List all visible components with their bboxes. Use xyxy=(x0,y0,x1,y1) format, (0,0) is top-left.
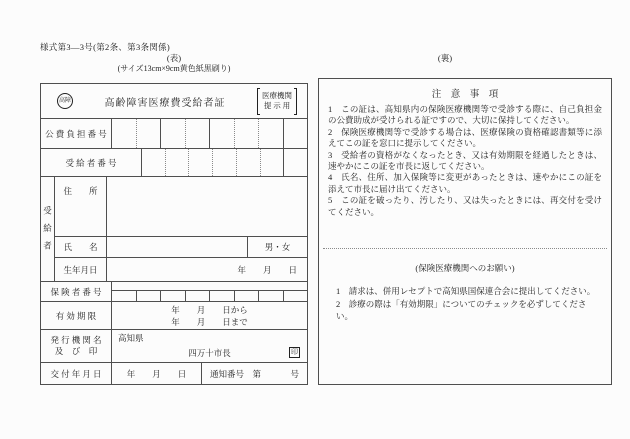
digit-cell xyxy=(160,119,185,148)
digit-cell xyxy=(212,149,236,176)
presentation-text xyxy=(262,88,292,115)
row-insurer-number xyxy=(41,282,307,302)
issuing-agency-value-cell xyxy=(112,330,307,362)
row-address xyxy=(55,177,307,237)
name-label: 氏 名 xyxy=(55,237,107,257)
digit-cell xyxy=(209,119,234,148)
row-name xyxy=(55,237,307,258)
front-side-label: (表) xyxy=(166,53,182,63)
birth-date-value-cell: 年 月 日 xyxy=(237,264,297,275)
caution-item: 2 保険医療機関等で受診する場合は、医療保険の資格確認書類等に添えてこの証を窓口に提示してください。 xyxy=(328,126,602,149)
request-item: 1 請求は、併用レセプトで高知県国保連合会に提出してください。 xyxy=(336,286,596,297)
validity-from-line: 年 月 日から xyxy=(171,304,248,315)
caution-item: 4 氏名、住所、加入保険等に変更があったときは、速やかにこの証を添えて市長に届け出てください。 xyxy=(328,172,602,194)
digit-cell xyxy=(165,149,189,176)
recipient-inner xyxy=(55,177,307,281)
row-public-expense-number xyxy=(41,119,307,149)
presentation-line1: 医療機関 xyxy=(262,91,292,100)
presentation-bracket xyxy=(257,88,297,115)
form-number-label: 様式第3—3号(第2条、第3条関係) xyxy=(40,42,171,52)
presentation-line2: 提 示 用 xyxy=(263,101,291,110)
request-item: 2 診療の際は「有効期限」についてのチェックを必ずしてください。 xyxy=(336,298,587,322)
size-note-label: (サイズ13cm×9cm黄色紙黒刷り) xyxy=(117,64,231,73)
digit-cell xyxy=(283,149,307,176)
recipient-block xyxy=(41,177,307,282)
issue-date-label: 交 付 年 月 日 xyxy=(41,363,112,384)
certificate-title: 高齢障害医療費受給者証 xyxy=(104,97,226,109)
validity-period-label: 有 効 期 限 xyxy=(41,302,112,329)
recipient-vertical-label: 受給者 xyxy=(41,177,55,281)
issuing-agency-label-line1: 発 行 機 関 名 xyxy=(50,335,102,345)
row-issuing-agency xyxy=(41,330,307,363)
digit-cell xyxy=(283,119,308,148)
recipient-number-digit-cells xyxy=(142,149,307,176)
digit-cell xyxy=(112,119,136,148)
digit-cell xyxy=(136,291,161,301)
digit-cell xyxy=(283,291,308,301)
row-issue-date xyxy=(41,363,307,384)
address-label: 住 所 xyxy=(55,177,107,236)
validity-period-value-cell xyxy=(112,302,307,329)
row-validity-period xyxy=(41,302,307,330)
caution-item: 5 この証を破ったり、汚したり、又は失ったときには、再交付を受けてください。 xyxy=(328,195,602,217)
validity-to-line: 年 月 日まで xyxy=(171,316,248,327)
issuing-agency-label xyxy=(41,330,112,362)
row-birth-date xyxy=(55,258,307,281)
recipient-number-label: 受 給 者 番 号 xyxy=(41,149,142,176)
dotted-separator xyxy=(323,248,607,249)
sex-options-cell: 男・女 xyxy=(247,237,307,257)
digit-cell xyxy=(185,291,210,301)
bracket-right-icon xyxy=(294,88,297,115)
digit-cell xyxy=(136,119,161,148)
public-expense-number-label: 公 費 負 担 番 号 xyxy=(41,119,112,148)
digit-cell xyxy=(185,119,210,148)
issue-date-value-cell: 年 月 日 xyxy=(112,363,202,384)
bracket-left-icon xyxy=(257,88,260,115)
digit-cell xyxy=(260,149,284,176)
digit-cell xyxy=(236,149,260,176)
digit-cell xyxy=(258,291,283,301)
caution-item: 3 受給者の資格がなくなったとき、又は有効期限を経過したときは、速やかにこの証を市長に返してください。 xyxy=(328,149,602,172)
public-expense-digit-cells xyxy=(112,119,307,148)
notice-number-label: 通知番号 第 xyxy=(210,368,262,379)
digit-cell xyxy=(234,119,259,148)
issuer-mayor: 四万十市長 xyxy=(188,348,231,358)
title-row xyxy=(41,84,307,119)
category-circle-mark: 高障 xyxy=(57,93,73,109)
digit-cell xyxy=(142,149,165,176)
name-value-cell xyxy=(107,237,247,257)
issuing-agency-label-line2: 及 び 印 xyxy=(54,346,98,356)
certificate-back-card xyxy=(318,78,612,385)
seal-mark: 印 xyxy=(291,348,298,356)
digit-cell xyxy=(234,291,259,301)
caution-item: 1 この証は、高知県内の保険医療機関等で受診する際に、自己負担金の公費助成が受けられる証ですので、大切に保持してください。 xyxy=(328,104,602,126)
back-side-label: (裏) xyxy=(437,53,453,63)
certificate-front-card xyxy=(40,83,308,385)
digit-cell xyxy=(188,149,212,176)
digit-cell xyxy=(160,291,185,301)
cautions-heading: 注 意 事 項 xyxy=(431,90,499,100)
insurer-digit-cells xyxy=(112,290,307,301)
digit-cell xyxy=(258,119,283,148)
notice-number-cell xyxy=(202,363,307,384)
birth-date-label: 生年月日 xyxy=(55,258,107,281)
request-heading: (保険医療機関へのお願い) xyxy=(415,263,515,274)
insurer-number-label: 保 険 者 番 号 xyxy=(41,282,112,301)
digit-cell xyxy=(209,291,234,301)
notice-number-suffix: 号 xyxy=(290,368,299,379)
row-recipient-number xyxy=(41,149,307,177)
issuer-prefecture: 高知県 xyxy=(118,333,144,343)
address-value-cell xyxy=(107,177,307,236)
digit-cell xyxy=(112,291,136,301)
